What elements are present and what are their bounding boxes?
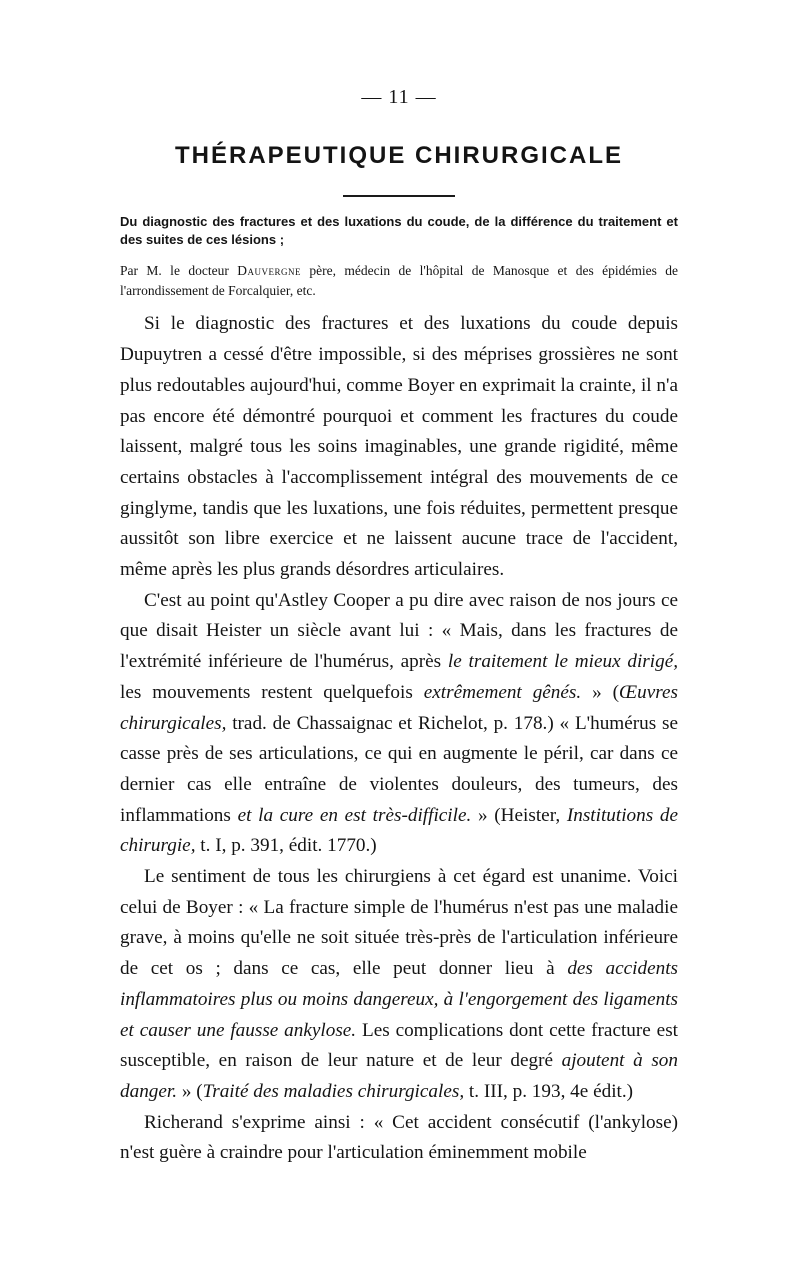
p3-italic-3: Traité des maladies chirurgicales, — [202, 1080, 465, 1102]
p3-text-1: Le sentiment de tous les chirurgiens à cet égard est unanime. Voici celui de Boyer : « La fracture simple de l'humérus n'est pas une maladie grave, à moins qu'elle ne soit située très-près de l'articulation inférieure de cet os ; dans ce cas, elle peut donner lieu à — [120, 866, 678, 980]
p2-italic-2: extrêmement gênés. — [423, 681, 582, 703]
p2-text-1: C'est au point qu'Astley Cooper a pu dire avec raison de nos jours ce que disait Heister un siècle avant lui : « Mais, dans les fractures de l'extrémité inférieure de l'humérus, après — [120, 589, 678, 673]
byline — [120, 261, 678, 301]
byline-author: Dauvergne — [237, 263, 301, 279]
p2-text-3: » ( — [581, 681, 620, 703]
p3-text-4: t. III, p. 193, 4e édit.) — [464, 1080, 634, 1102]
p2-text-6: t. I, p. 391, édit. 1770.) — [195, 835, 377, 857]
p3-italic-2: ajoutent à son danger. — [120, 1050, 678, 1102]
paragraph-1: Si le diagnostic des fractures et des luxations du coude depuis Dupuytren a cessé d'être impossible, si des méprises grossières ne sont plus redoutables aujourd'hui, comme Boyer en exprimait la crainte, il n'a pas encore été démontré pourquoi et comment les fractures du coude laissent, malgré tous les soins imaginables, une grande rigidité, même certains obstacles à l'accomplissement intégral des mouvements de ce ginglyme, tandis que les luxations, une fois réduites, permettent presque aussitôt son libre exercice et ne laissent aucune trace de l'accident, même après les plus grands désordres articulaires. — [120, 313, 678, 581]
p2-italic-3: Œuvres chirurgicales, — [120, 681, 678, 734]
byline-prefix: Par M. le docteur — [120, 263, 229, 279]
title-divider — [343, 195, 455, 197]
p3-text-2: Les complications dont cette fracture est susceptible, en raison de leur nature et de leur degré — [120, 1019, 678, 1072]
section-title: THÉRAPEUTIQUE CHIRURGICALE — [174, 142, 623, 169]
p2-italic-4: et la cure en est très-difficile. — [237, 804, 472, 826]
p2-italic-1: le traitement le mieux dirigé, — [447, 651, 679, 673]
paragraph-4: Richerand s'exprime ainsi : « Cet accident consécutif (l'ankylose) n'est guère à craindre pour l'articulation éminemment mobile — [120, 1111, 678, 1164]
p3-text-3: » ( — [177, 1080, 203, 1102]
p2-text-5: » (Heister, — [471, 804, 567, 826]
p2-italic-5: Institutions de chirurgie, — [120, 804, 679, 857]
paragraph-3 — [120, 862, 678, 1108]
byline-suffix: père, médecin de l'hôpital de Manosque et des épidémies de l'arrondissement de Forcalquier, etc. — [120, 263, 678, 299]
page — [120, 86, 678, 1169]
article-heading: Du diagnostic des fractures et des luxations du coude, de la différence du traitement et des suites de ces lésions ; — [120, 214, 678, 248]
article-body — [120, 309, 678, 1169]
p2-text-2: les mouvements restent quelquefois — [120, 681, 424, 703]
paragraph-2 — [120, 586, 678, 862]
p2-text-4: trad. de Chassaignac et Richelot, p. 178.) « L'humérus se casse près de ses articulations, ce qui en augmente le péril, car dans ce dernier cas elle entraîne de violentes douleurs, des tumeurs, des inflammations — [120, 712, 678, 826]
page-number: — 11 — — [361, 86, 437, 108]
p3-italic-1: des accidents inflammatoires plus ou moins dangereux, à l'engorgement des ligaments et causer une fausse ankylose. — [120, 958, 678, 1041]
